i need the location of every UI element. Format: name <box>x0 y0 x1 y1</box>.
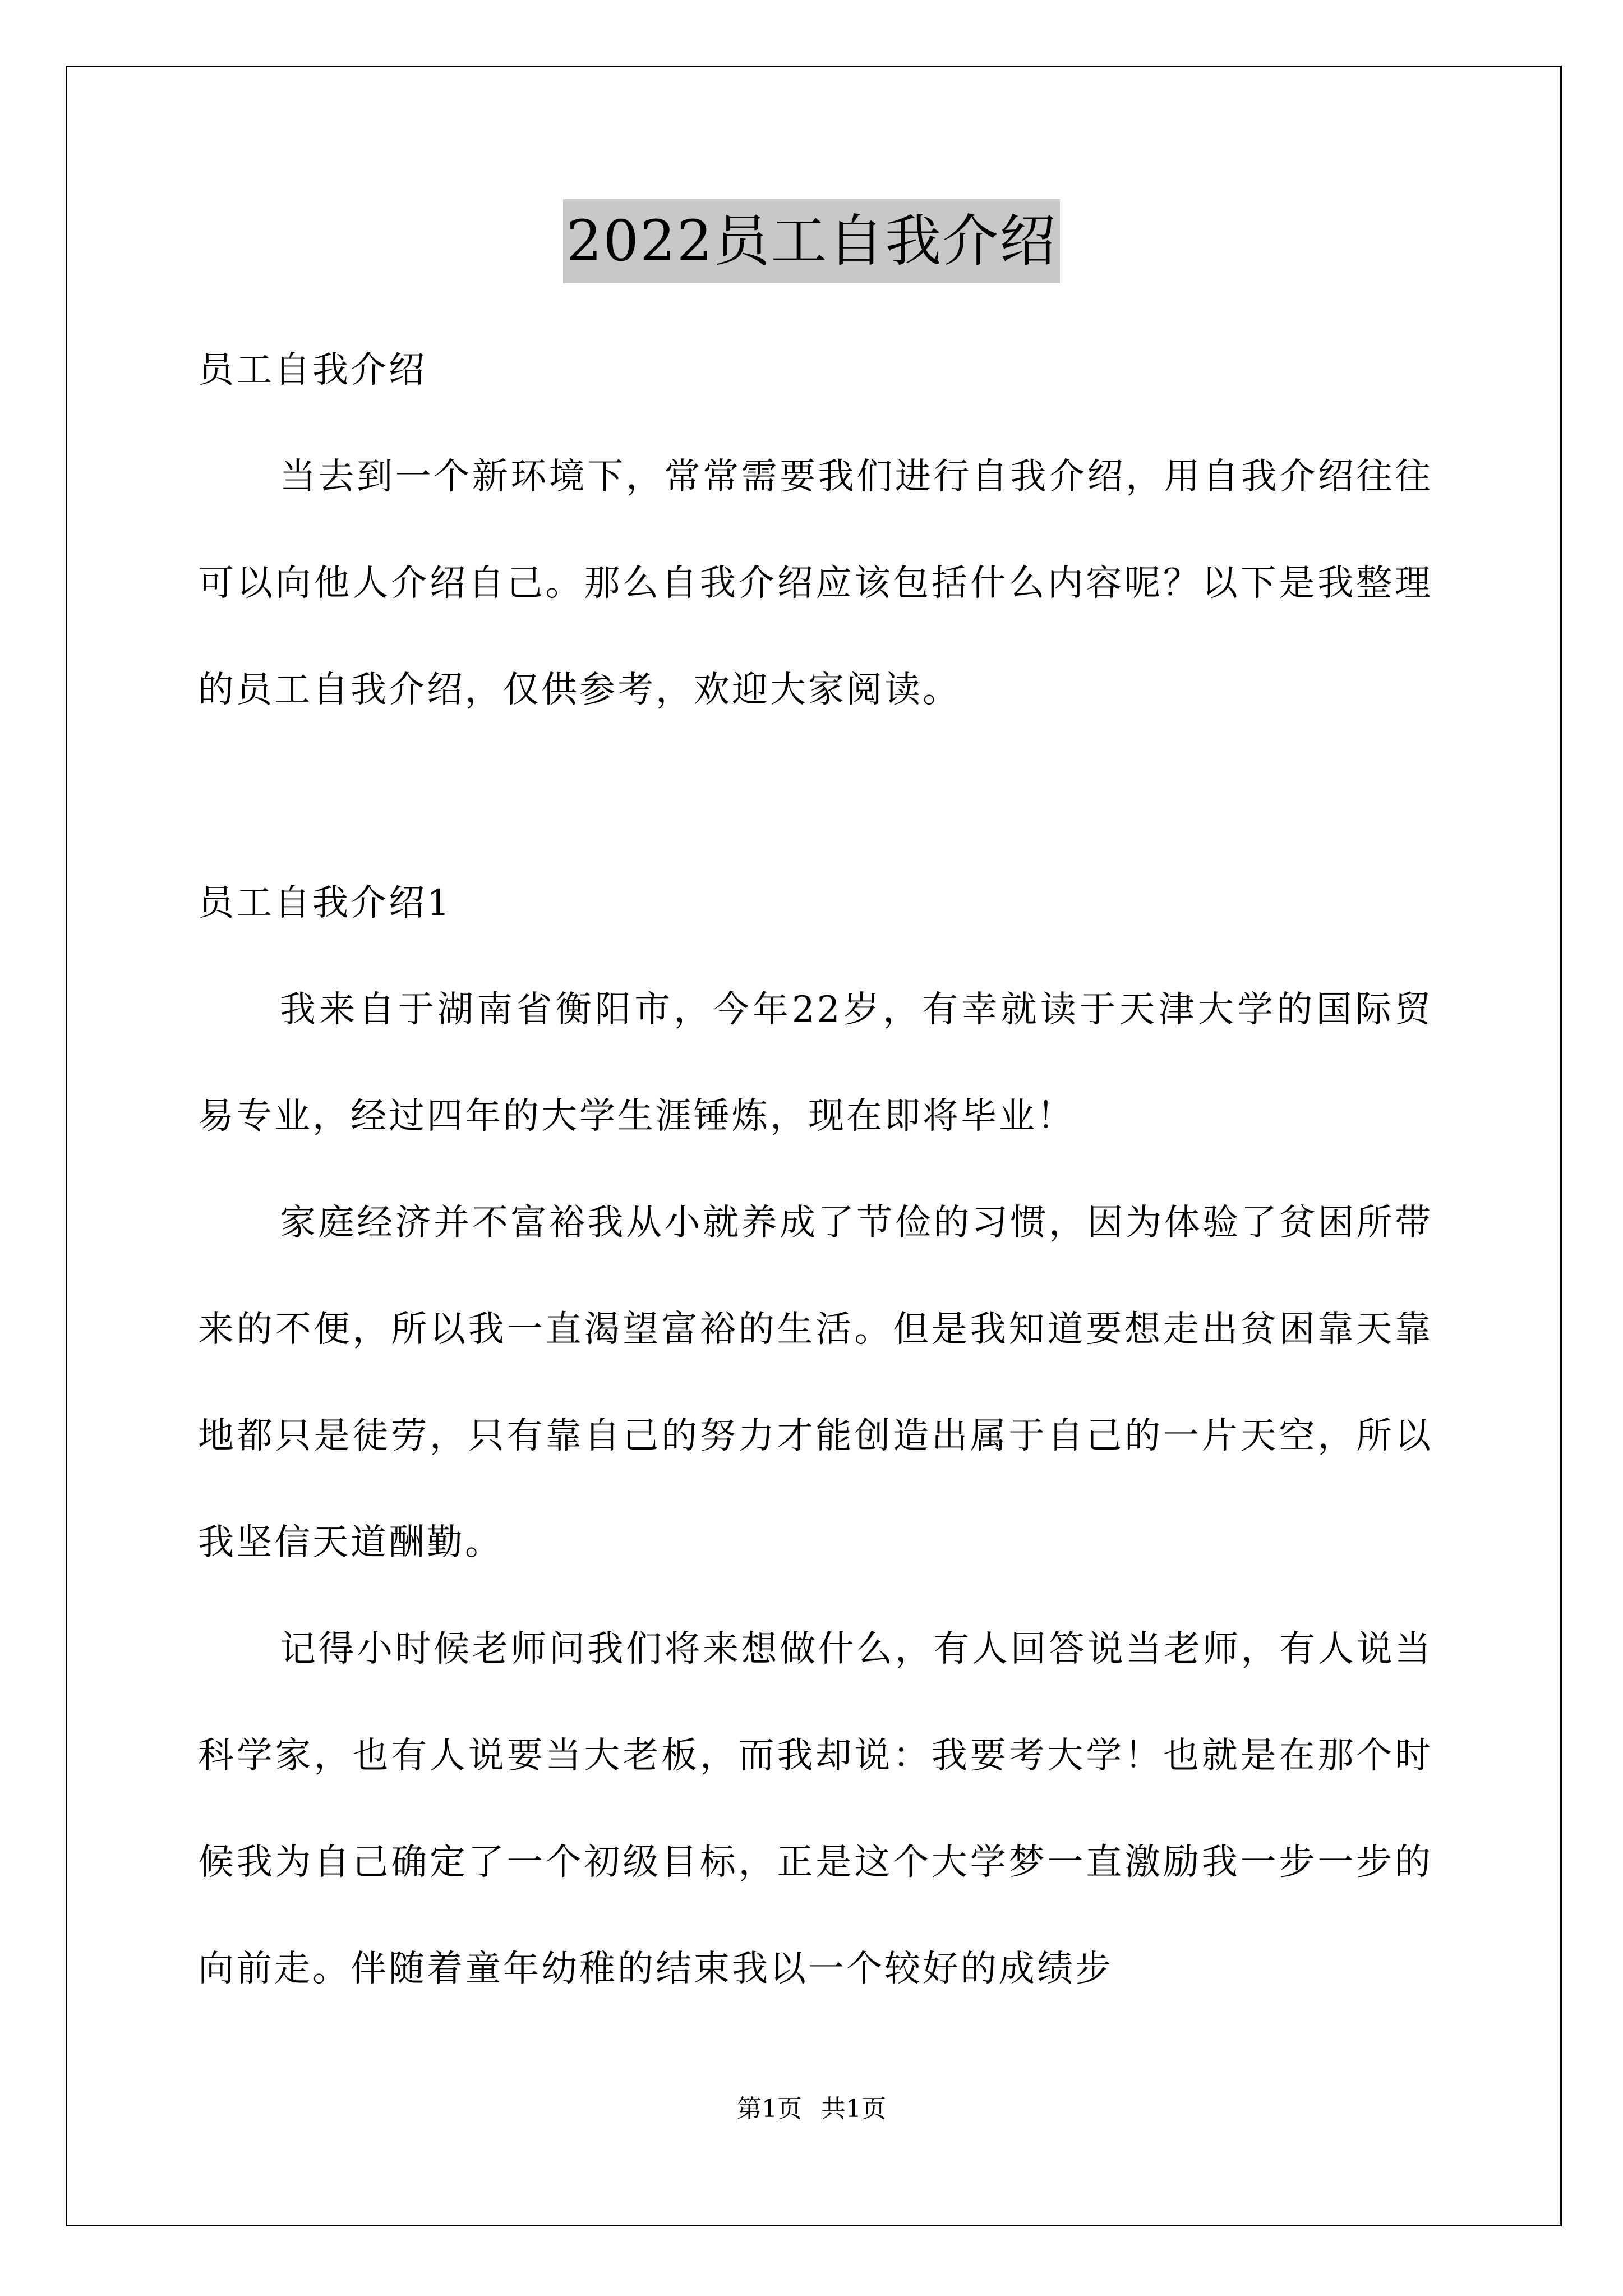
document-body <box>198 317 1433 2022</box>
page-footer <box>0 2092 1623 2126</box>
body-paragraph: 我来自于湖南省衡阳市，今年22岁，有幸就读于天津大学的国际贸易专业，经过四年的大学生涯锤炼，现在即将毕业！ <box>198 989 1433 1137</box>
page-number-total: 共1页 <box>821 2095 886 2123</box>
document-title: 2022员工自我介绍 <box>563 199 1061 283</box>
subtitle-heading: 员工自我介绍 <box>198 349 427 391</box>
intro-paragraph: 当去到一个新环境下，常常需要我们进行自我介绍，用自我介绍往往可以向他人介绍自己。那么自我介绍应该包括什么内容呢？以下是我整理的员工自我介绍，仅供参考，欢迎大家阅读。 <box>198 456 1433 711</box>
section-spacer <box>198 743 1433 850</box>
page-number-current: 第1页 <box>737 2095 802 2123</box>
body-paragraph: 家庭经济并不富裕我从小就养成了节俭的习惯，因为体验了贫困所带来的不便，所以我一直渴望富裕的生活。但是我知道要想走出贫困靠天靠地都只是徒劳，只有靠自己的努力才能创造出属于自己的一片天空，所以我坚信天道酬勤。 <box>198 1202 1433 1563</box>
body-paragraph: 记得小时候老师问我们将来想做什么，有人回答说当老师，有人说当科学家，也有人说要当大老板，而我却说：我要考大学！也就是在那个时候我为自己确定了一个初级目标，正是这个大学梦一直激励我一步一步的向前走。伴随着童年幼稚的结束我以一个较好的成绩步 <box>198 1628 1433 1990</box>
title-container <box>0 199 1623 283</box>
section-heading: 员工自我介绍1 <box>198 882 452 924</box>
